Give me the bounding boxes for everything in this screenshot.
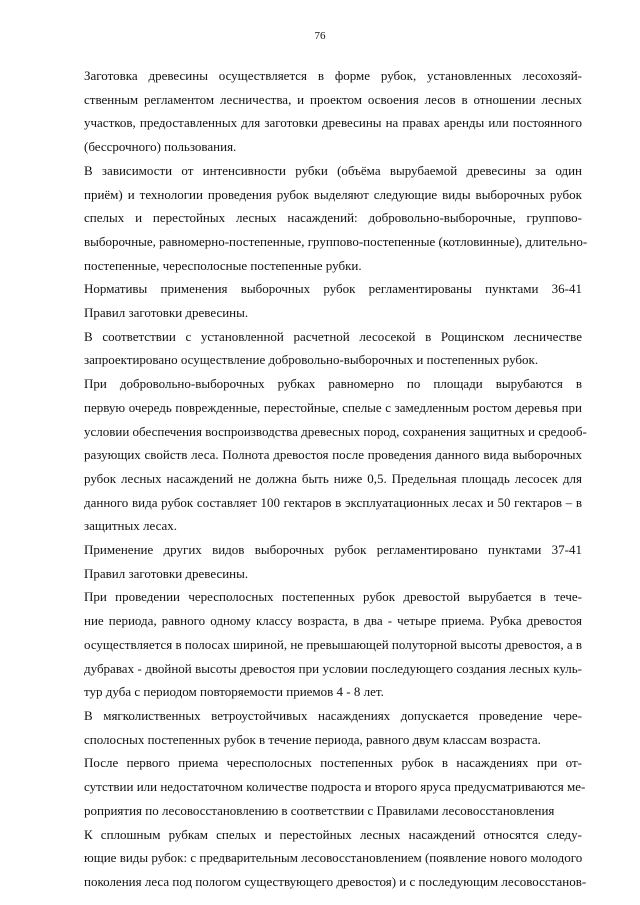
- text-line: В мягколиственных ветроустойчивых насаждениях допускается проведение чере-: [84, 707, 582, 723]
- text-line: разующих свойств леса. Полнота древостоя после проведения данного вида выборочных: [84, 447, 582, 463]
- text-line: осуществляется в полосах шириной, не превышающей полуторной высоты древостоя, а в: [84, 636, 582, 652]
- text-line: участков, предоставленных для заготовки древесины на правах аренды или постоянного: [84, 115, 582, 131]
- paragraph: [46, 325, 582, 372]
- text-line: приём) и технологии проведения рубок выделяют следующие виды выборочных рубок: [84, 186, 582, 202]
- text-line: ственным регламентом лесничества, и проектом освоения лесов в отношении лесных: [84, 91, 582, 107]
- paragraph: [46, 704, 582, 751]
- text-line: запроектировано осуществление добровольно-выборочных и постепенных рубок.: [84, 352, 539, 368]
- text-line: постепенные, чересполосные постепенные рубки.: [84, 257, 362, 273]
- paragraph: [46, 159, 588, 278]
- text-line: Применение других видов выборочных рубок регламентировано пунктами 37-41: [84, 542, 582, 558]
- paragraph: [46, 64, 582, 159]
- page-number: 76: [314, 30, 326, 42]
- paragraph: [46, 277, 582, 324]
- text-line: первую очередь поврежденные, перестойные, спелые с замедленным ростом деревья при: [84, 399, 582, 415]
- text-line: дубравах - двойной высоты древостоя при условии последующего создания лесных куль-: [84, 660, 582, 676]
- text-line: рубок лесных насаждений не должна быть ниже 0,5. Предельная площадь лесосек для: [84, 470, 582, 486]
- text-line: сполосных постепенных рубок в течение периода, равного двум классам возраста.: [84, 731, 541, 747]
- text-line: ние периода, равного одному классу возраста, в два - четыре приема. Рубка древостоя: [84, 613, 582, 629]
- text-line: Правил заготовки древесины.: [84, 305, 249, 321]
- paragraph: [46, 585, 582, 704]
- paragraph: [46, 751, 586, 822]
- text-line: (бессрочного) пользования.: [84, 139, 237, 155]
- text-line: выборочные, равномерно-постепенные, группово-постепенные (котловинные), длительно-: [84, 233, 588, 249]
- text-line: Заготовка древесины осуществляется в форме рубок, установленных лесохозяй-: [84, 68, 582, 83]
- text-line: Правил заготовки древесины.: [84, 565, 249, 581]
- document-body: [46, 64, 588, 894]
- text-line: сутствии или недостаточном количестве подроста и второго яруса предусматриваются ме-: [84, 779, 586, 795]
- text-line: В зависимости от интенсивности рубки (объёма вырубаемой древесины за один: [84, 162, 582, 178]
- paragraph: [46, 823, 587, 894]
- text-line: При добровольно-выборочных рубках равномерно по площади вырубаются в: [84, 376, 582, 392]
- text-line: Нормативы применения выборочных рубок регламентированы пунктами 36-41: [84, 281, 582, 297]
- text-line: К сплошным рубкам спелых и перестойных лесных насаждений относятся следу-: [84, 826, 582, 842]
- text-line: После первого приема чересполосных постепенных рубок в насаждениях при от-: [84, 755, 582, 771]
- paragraph: [46, 372, 587, 538]
- text-line: роприятия по лесовосстановлению в соответствии с Правилами лесовосстановления: [84, 802, 555, 818]
- text-line: защитных лесах.: [84, 518, 178, 534]
- text-line: условии обеспечения воспроизводства древесных пород, сохранения защитных и средооб-: [84, 423, 587, 439]
- text-line: ющие виды рубок: с предварительным лесовосстановлением (появление нового молодого: [84, 850, 583, 866]
- text-line: При проведении чересполосных постепенных рубок древостой вырубается в тече-: [84, 589, 582, 605]
- text-line: спелых и перестойных лесных насаждений: добровольно-выборочные, группово-: [84, 210, 582, 226]
- text-line: тур дуба с периодом повторяемости приемов 4 - 8 лет.: [84, 684, 384, 700]
- text-line: поколения леса под пологом существующего древостоя) и с последующим лесовосстанов-: [84, 873, 587, 889]
- text-line: данного вида рубок составляет 100 гектаров в эксплуатационных лесах и 50 гектаров – в: [84, 494, 582, 510]
- paragraph: [46, 538, 582, 585]
- text-line: В соответствии с установленной расчетной лесосекой в Рощинском лесничестве: [84, 328, 582, 344]
